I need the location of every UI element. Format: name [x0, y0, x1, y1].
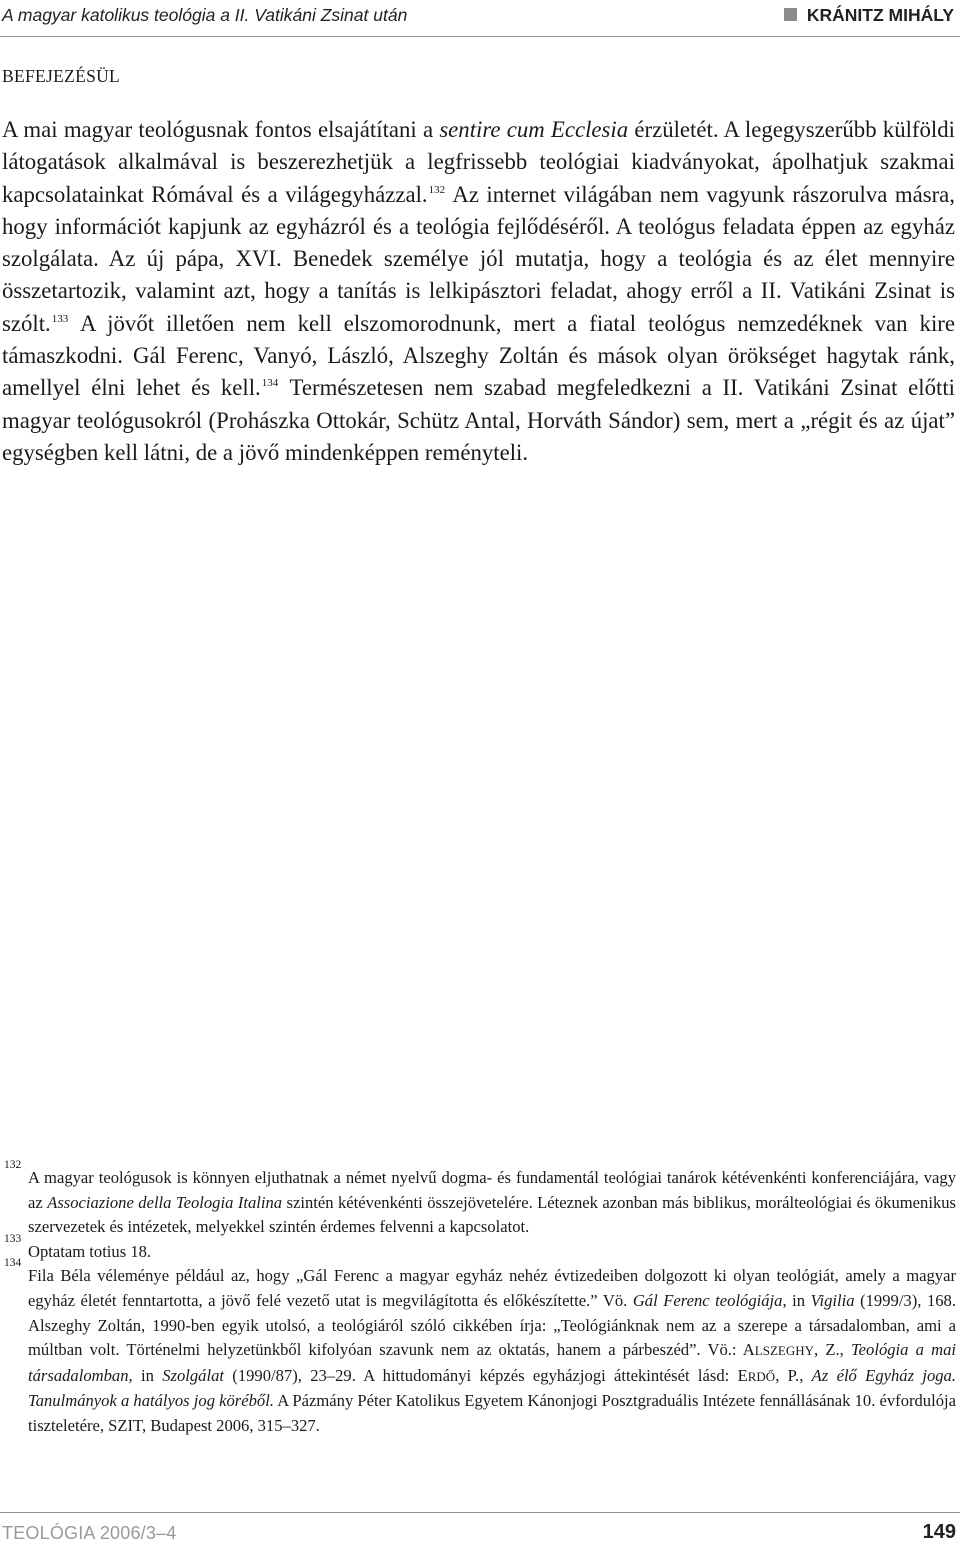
footnote-134: 134 Fila Béla véleménye például az, hogy „Gál Ferenc a magyar egyház nehéz évtizedeiben dolgozott ki olyan teológiát, amely a magyar egyház életét fenntartotta, a jövő felé vezető utat is megvilágította és előkészítette.” Vö. Gál Ferenc teológiája, in Vigilia (1999/3), 168. Alszeghy Zoltán, 1990-ben egyik utolsó, a teológiáról szóló cikkében írja: „Teológiánknak nem az a szerepe a társadalomban, ami a múltban volt. Történelmi helyzetünkből kifolyóan szavunk nem az oktatás, hanem a párbeszéd”. Vö.: ALSZEGHY, Z., Teológia a mai társadalomban, in Szolgálat (1990/87), 23–29. A hittudományi képzés egyházjogi áttekintését lásd: ERDŐ, P., Az élő Egyház joga. Tanulmányok a hatályos jog köréből. A Pázmány Péter Katolikus Egyetem Kánonjogi Posztgraduális Intézete fennállásának 10. évfordulója tiszteletére, SZIT, Budapest 2006, 315–327. — [4, 1257, 956, 1435]
footnotes — [4, 1159, 956, 1439]
footnote-ref-132[interactable]: 132 — [428, 183, 446, 196]
footnote-number: 133 — [4, 1232, 22, 1245]
body-text — [2, 114, 955, 469]
body-paragraph: A mai magyar teológusnak fontos elsajátítani a sentire cum Ecclesia érzületét. A legegyszerűbb külföldi látogatások alkalmával is beszerezhetjük a legfrissebb teológiai kiadványokat, ápolhatjuk szakmai kapcsolatainkat Rómával és a világegyházzal.$^{132}$ Az internet világában nem vagyunk rászorulva másra, hogy információt kapjunk az egyházról és a teológia fejlődéséről. A teológus feladata éppen az egyház szolgálata. Az új pápa, XVI. Benedek személye jól mutatja, hogy a teológia és az élet mennyire összetartozik, valamint azt, hogy a tanítás is lelkipásztori feladat, ahogy erről a II. Vatikáni Zsinat is szólt.$^{133}$ A jövőt illetően nem kell elszomorodnunk, mert a fiatal teológus nemzedéknek van kire támaszkodni. Gál Ferenc, Vanyó, László, Alszeghy Zoltán és mások olyan örökséget hagytak ránk, amellyel élni lehet és kell.$^{134}$ Természetesen nem szabad megfeledkezni a II. Vatikáni Zsinat előtti magyar teológusokról (Prohászka Ottokár, Schütz Antal, Horváth Sándor) sem, mert a „régit és az újat” egységben kell látni, de a jövő mindenképpen reményteli. — [2, 117, 955, 465]
square-bullet-icon — [784, 8, 797, 21]
footnote-ref-133[interactable]: 133 — [51, 312, 69, 325]
running-header — [0, 0, 960, 37]
footnote-number: 134 — [4, 1257, 22, 1270]
footnote-132: 132 A magyar teológusok is könnyen eljuthatnak a német nyelvű dogma- és fundamentál teológiai tanárok kétévenkénti konferenciájára, vagy az Associazione della Teologia Italina szintén kétévenkénti összejövetelére. Léteznek azonban más biblikus, morálteológiai és ökumenikus szervezetek és intézetek, melyekkel szintén érdemes felvenni a kapcsolatot. — [4, 1159, 956, 1237]
latin-phrase: sentire cum Ecclesia — [439, 117, 629, 142]
page-number: 149 — [922, 1521, 956, 1543]
page-footer — [0, 1512, 960, 1545]
author-label: KRÁNITZ MIHÁLY — [806, 5, 954, 25]
footnote-133: 133 Optatam totius 18. — [4, 1232, 152, 1261]
footnote-number: 132 — [4, 1159, 22, 1171]
section-heading: BEFEJEZÉSÜL — [2, 66, 121, 86]
author-name — [784, 5, 954, 26]
running-title: A magyar katolikus teológia a II. Vatikáni Zsinat után — [2, 5, 408, 25]
journal-issue: TEOLÓGIA 2006/3–4 — [2, 1523, 177, 1543]
footnote-ref-134[interactable]: 134 — [261, 377, 279, 390]
